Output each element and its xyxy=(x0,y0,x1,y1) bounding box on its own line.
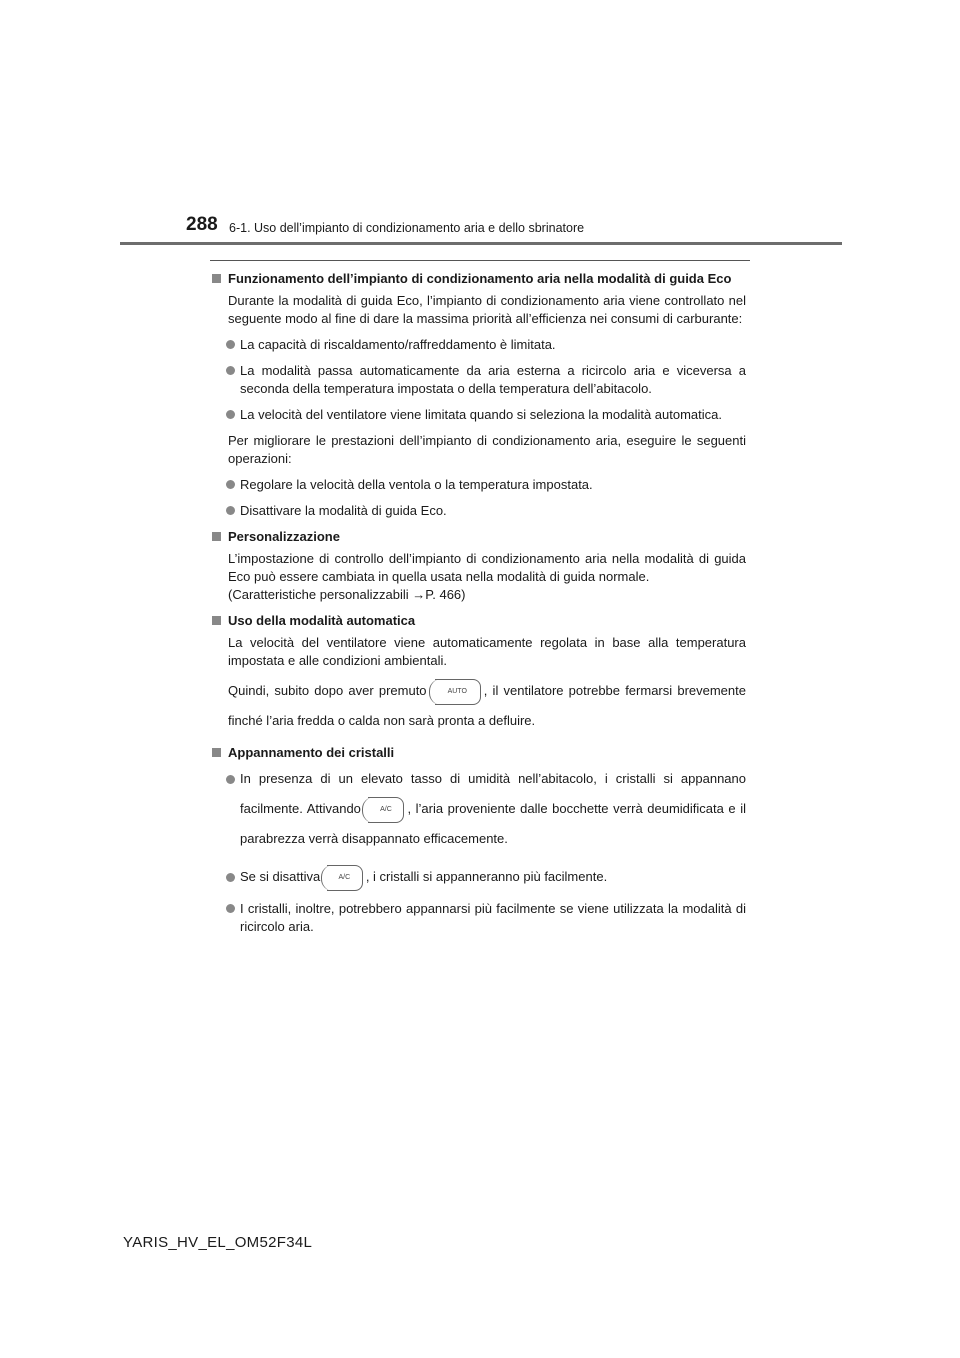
auto-quindi-pre: Quindi, subito dopo aver premuto xyxy=(228,683,427,698)
ac-button-icon xyxy=(368,797,404,823)
fog-heading xyxy=(212,744,746,762)
custom-heading xyxy=(212,528,746,546)
auto-text: La velocità del ventilatore viene automaticamente regolata in base alla temperatura impostata e alle condizioni ambientali. xyxy=(228,635,746,668)
auto-button-icon xyxy=(435,679,481,705)
square-bullet-icon xyxy=(212,532,221,541)
list-item-text: La capacità di riscaldamento/raffreddamento è limitata. xyxy=(240,337,556,352)
section-title: 6-1. Uso dell’impianto di condizionamento aria e dello sbrinatore xyxy=(229,221,585,235)
fog-heading-text: Appannamento dei cristalli xyxy=(228,745,395,760)
list-item xyxy=(212,764,746,854)
round-bullet-icon xyxy=(226,366,235,375)
round-bullet-icon xyxy=(226,904,235,913)
auto-heading xyxy=(212,612,746,630)
header-rule xyxy=(120,242,842,245)
round-bullet-icon xyxy=(226,775,235,784)
square-bullet-icon xyxy=(212,748,221,757)
auto-quindi xyxy=(212,676,746,736)
fog-b1-pre: In presenza di un elevato tasso di umidità nell’abitacolo, i cristalli si appannano facilmente. Attivando xyxy=(240,771,746,816)
list-item-text: La modalità passa automaticamente da aria esterna a ricircolo aria e viceversa a seconda della temperatura impostata o della temperatura dell’abitacolo. xyxy=(240,363,746,396)
list-item-text xyxy=(240,862,746,892)
custom-heading-text: Personalizzazione xyxy=(228,529,340,544)
round-bullet-icon xyxy=(226,873,235,882)
list-item xyxy=(212,336,746,354)
fog-b1-post: , l’aria proveniente dalle bocchette verrà deumidificata e il parabrezza verrà disappannato efficacemente. xyxy=(240,801,746,846)
square-bullet-icon xyxy=(212,616,221,625)
eco-heading-text: Funzionamento dell’impianto di condizionamento aria nella modalità di guida Eco xyxy=(228,271,732,286)
list-item-text: La velocità del ventilatore viene limitata quando si seleziona la modalità automatica. xyxy=(240,407,723,422)
list-item xyxy=(212,900,746,936)
list-item-text: Regolare la velocità della ventola o la temperatura impostata. xyxy=(240,477,593,492)
list-item xyxy=(212,406,746,424)
list-item xyxy=(212,502,746,520)
content-rule xyxy=(210,260,750,261)
round-bullet-icon xyxy=(226,506,235,515)
list-item-text xyxy=(240,764,746,854)
fog-b2-post: , i cristalli si appanneranno più facilmente. xyxy=(365,869,608,884)
list-item xyxy=(212,862,746,892)
eco-intro: Durante la modalità di guida Eco, l’impianto di condizionamento aria viene controllato nel seguente modo al fine di dare la massima priorità all’efficienza nei consumi di carburante: xyxy=(228,293,746,326)
round-bullet-icon xyxy=(226,340,235,349)
fog-b2-pre: Se si disattiva xyxy=(240,869,321,884)
custom-text xyxy=(212,550,746,604)
list-item-text: I cristalli, inoltre, potrebbero appannarsi più facilmente se viene utilizzata la modalità di ricircolo aria. xyxy=(240,901,746,934)
round-bullet-icon xyxy=(226,410,235,419)
eco-heading xyxy=(212,270,746,288)
auto-button-label: AUTO xyxy=(447,687,467,695)
ac-button-label: A/C xyxy=(380,805,392,813)
ac-button-label: A/C xyxy=(338,873,351,881)
eco-improve: Per migliorare le prestazioni dell’impianto di condizionamento aria, eseguire le seguenti operazioni: xyxy=(228,433,746,466)
auto-heading-text: Uso della modalità automatica xyxy=(228,613,416,628)
auto-quindi-post: , il ventilatore potrebbe fermarsi brevemente finché l’aria fredda o calda non sarà pronta a defluire. xyxy=(228,683,746,728)
page-content xyxy=(212,266,746,936)
custom-text-body: L’impostazione di controllo dell’impianto di condizionamento aria nella modalità di guida Eco può essere cambiata in quella usata nella modalità di guida normale. xyxy=(228,551,746,584)
arrow-icon: → xyxy=(412,587,426,602)
custom-ref-prefix: (Caratteristiche personalizzabili xyxy=(228,587,413,602)
custom-ref-link[interactable]: P. 466) xyxy=(425,587,466,602)
list-item xyxy=(212,362,746,398)
list-item xyxy=(212,476,746,494)
list-item-text: Disattivare la modalità di guida Eco. xyxy=(240,503,447,518)
round-bullet-icon xyxy=(226,480,235,489)
page-number: 288 xyxy=(186,214,218,235)
ac-button-icon xyxy=(327,865,363,891)
square-bullet-icon xyxy=(212,274,221,283)
document-code: YARIS_HV_EL_OM52F34L xyxy=(123,1234,313,1251)
